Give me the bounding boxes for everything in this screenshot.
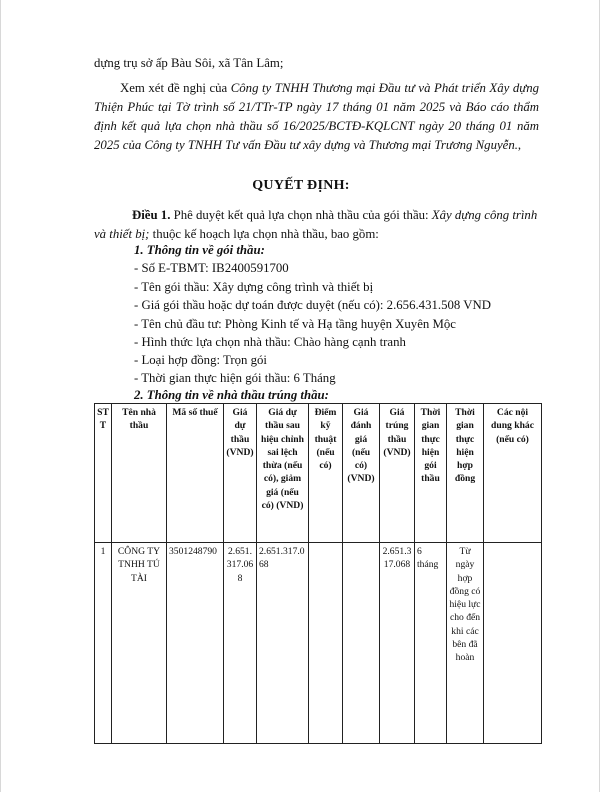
header-winning-price: Giá trúng thầu (VND) bbox=[380, 404, 415, 543]
cell-contract-duration: Từ ngày hợp đồng có hiệu lực cho đến khi các bên đã hoàn bbox=[447, 543, 484, 744]
article-1-text-a: Phê duyệt kết quả lựa chọn nhà thầu của gói thầu: bbox=[170, 208, 432, 222]
cell-adjusted-price: 2.651.317.068 bbox=[257, 543, 309, 744]
header-other-content: Các nội dung khác (nếu có) bbox=[484, 404, 542, 543]
article-1-italic: Xây dựng công trình và thiết bị; bbox=[94, 208, 538, 241]
header-contract-duration: Thời gian thực hiện hợp đồng bbox=[447, 404, 484, 543]
cell-technical-score bbox=[309, 543, 343, 744]
cell-evaluated-price bbox=[343, 543, 380, 744]
header-bidder-name: Tên nhà thầu bbox=[112, 404, 167, 543]
cell-other-content bbox=[484, 543, 542, 744]
consideration-prefix: Xem xét đề nghị của bbox=[120, 81, 231, 95]
cell-package-duration: 6 tháng bbox=[415, 543, 447, 744]
package-info-item: - Loại hợp đồng: Trọn gói bbox=[134, 353, 267, 367]
header-tax-code: Mã số thuế bbox=[167, 404, 224, 543]
section-2-title: 2. Thông tin về nhà thầu trúng thầu: bbox=[134, 388, 329, 402]
consideration-paragraph bbox=[94, 79, 539, 155]
consideration-suffix: , bbox=[517, 138, 522, 152]
winning-bidder-table bbox=[94, 403, 542, 744]
article-1 bbox=[94, 206, 539, 244]
package-info-item: - Số E-TBMT: IB2400591700 bbox=[134, 261, 289, 275]
decision-title: QUYẾT ĐỊNH: bbox=[252, 178, 350, 193]
cell-winning-price: 2.651.317.068 bbox=[380, 543, 415, 744]
section-1-title: 1. Thông tin về gói thầu: bbox=[134, 243, 265, 257]
package-info-item: - Hình thức lựa chọn nhà thầu: Chào hàng cạnh tranh bbox=[134, 335, 406, 349]
article-1-text-b: thuộc kế hoạch lựa chọn nhà thầu, bao gồm: bbox=[149, 227, 379, 241]
package-info-item: - Tên gói thầu: Xây dựng công trình và thiết bị bbox=[134, 280, 374, 294]
header-stt: STT bbox=[95, 404, 112, 543]
consideration-italic: Công ty TNHH Thương mại Đầu tư và Phát triển Xây dựng Thiện Phúc tại Tờ trình số 21/TTr-TP ngày 17 tháng 01 năm 2025 và Báo cáo thẩm định kết quả lựa chọn nhà thầu số 16/2025/BCTĐ-KQLCNT ngày 20 tháng 01 năm 2025 của Công ty TNHH Tư vấn Đầu tư xây dựng và Thương mại Trương Nguyễn. bbox=[94, 81, 540, 152]
package-info-item: - Tên chủ đầu tư: Phòng Kinh tế và Hạ tầng huyện Xuyên Mộc bbox=[134, 317, 456, 331]
intro-line: dựng trụ sở ấp Bàu Sôi, xã Tân Lâm; bbox=[94, 56, 284, 70]
cell-stt: 1 bbox=[95, 543, 112, 744]
header-adjusted-price: Giá dự thầu sau hiệu chỉnh sai lệch thừa (nếu có), giảm giá (nếu có) (VND) bbox=[257, 404, 309, 543]
table-header-row bbox=[95, 404, 542, 543]
table-row bbox=[95, 543, 542, 744]
header-bid-price: Giá dự thầu (VND) bbox=[224, 404, 257, 543]
cell-bid-price: 2.651.317.068 bbox=[224, 543, 257, 744]
package-info-item: - Giá gói thầu hoặc dự toán được duyệt (nếu có): 2.656.431.508 VND bbox=[134, 298, 491, 312]
package-info-item: - Thời gian thực hiện gói thầu: 6 Tháng bbox=[134, 371, 336, 385]
header-technical-score: Điểm kỹ thuật (nếu có) bbox=[309, 404, 343, 543]
cell-tax-code: 3501248790 bbox=[167, 543, 224, 744]
article-1-label: Điều 1. bbox=[132, 208, 171, 222]
header-package-duration: Thời gian thực hiện gói thầu bbox=[415, 404, 447, 543]
cell-bidder-name: CÔNG TY TNHH TÚ TÀI bbox=[112, 543, 167, 744]
header-evaluated-price: Giá đánh giá (nếu có) (VND) bbox=[343, 404, 380, 543]
